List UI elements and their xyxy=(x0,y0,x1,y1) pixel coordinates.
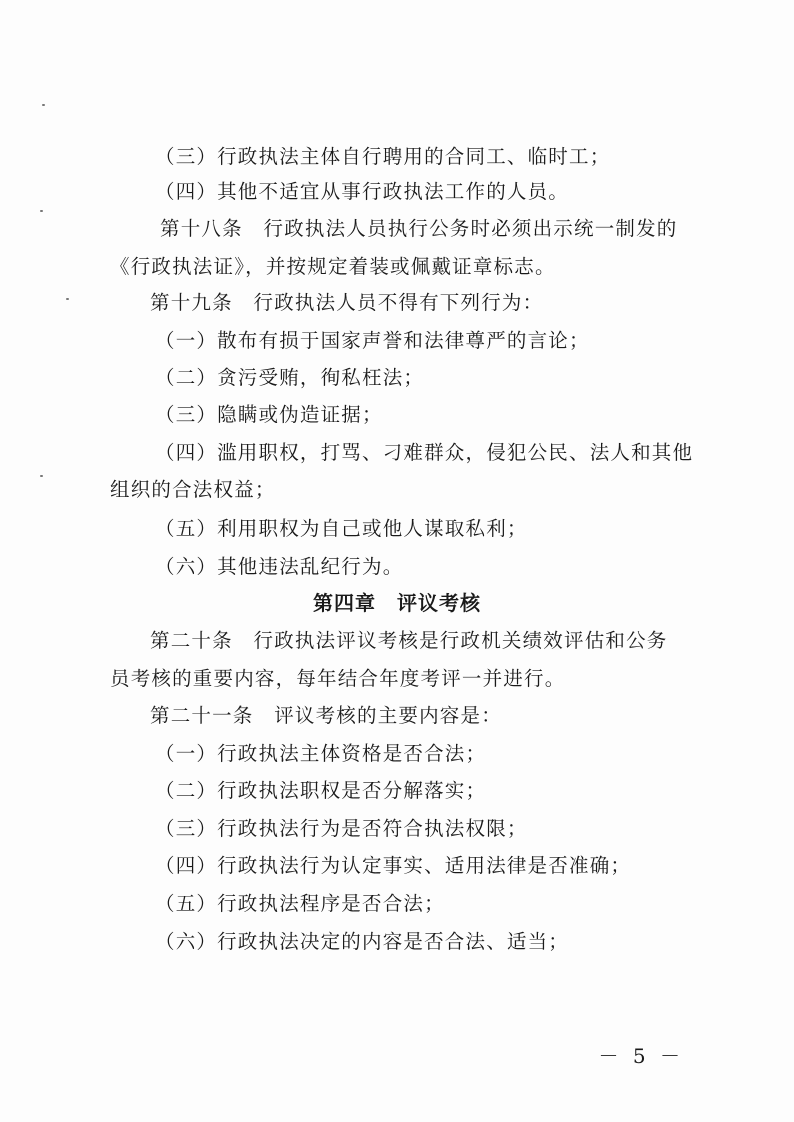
text-line: （四）行政执法行为认定事实、适用法律是否准确； xyxy=(155,854,632,877)
text-line: 《行政执法证》，并按规定着装或佩戴证章标志。 xyxy=(110,255,556,278)
chapter-heading: 第四章 评议考核 xyxy=(313,591,481,615)
text-line: 员考核的重要内容，每年结合年度考评一并进行。 xyxy=(110,667,566,690)
scan-speck xyxy=(42,104,45,106)
text-line: （二）行政执法职权是否分解落实； xyxy=(155,779,487,802)
text-line: （六）其他违法乱纪行为。 xyxy=(155,555,404,578)
article-19-line: 第十九条 行政执法人员不得有下列行为： xyxy=(150,291,544,314)
text-line: （五）行政执法程序是否合法； xyxy=(155,892,445,915)
page-number: － 5 － xyxy=(598,1044,684,1068)
article-18-line: 第十八条 行政执法人员执行公务时必须出示统一制发的 xyxy=(160,217,678,240)
text-line: （三）隐瞒或伪造证据； xyxy=(155,403,383,426)
text-line: （二）贪污受贿，徇私枉法； xyxy=(155,366,425,389)
text-line: （一）散布有损于国家声誉和法律尊严的言论； xyxy=(155,329,590,352)
text-line: （六）行政执法决定的内容是否合法、适当； xyxy=(155,930,570,953)
scan-speck xyxy=(40,475,43,477)
text-line: 组织的合法权益； xyxy=(110,478,276,501)
text-line: （四）其他不适宜从事行政执法工作的人员。 xyxy=(155,180,570,203)
scan-speck xyxy=(66,298,69,300)
text-line: （五）利用职权为自己或他人谋取私利； xyxy=(155,517,528,540)
text-line: （一）行政执法主体资格是否合法； xyxy=(155,742,487,765)
text-line: （四）滥用职权，打骂、刁难群众，侵犯公民、法人和其他 xyxy=(155,441,694,464)
text-line: （三）行政执法主体自行聘用的合同工、临时工； xyxy=(155,145,611,168)
article-21-line: 第二十一条 评议考核的主要内容是： xyxy=(150,704,502,727)
scan-speck xyxy=(40,210,43,212)
text-line: （三）行政执法行为是否符合执法权限； xyxy=(155,817,528,840)
article-20-line: 第二十条 行政执法评议考核是行政机关绩效评估和公务 xyxy=(150,629,668,652)
